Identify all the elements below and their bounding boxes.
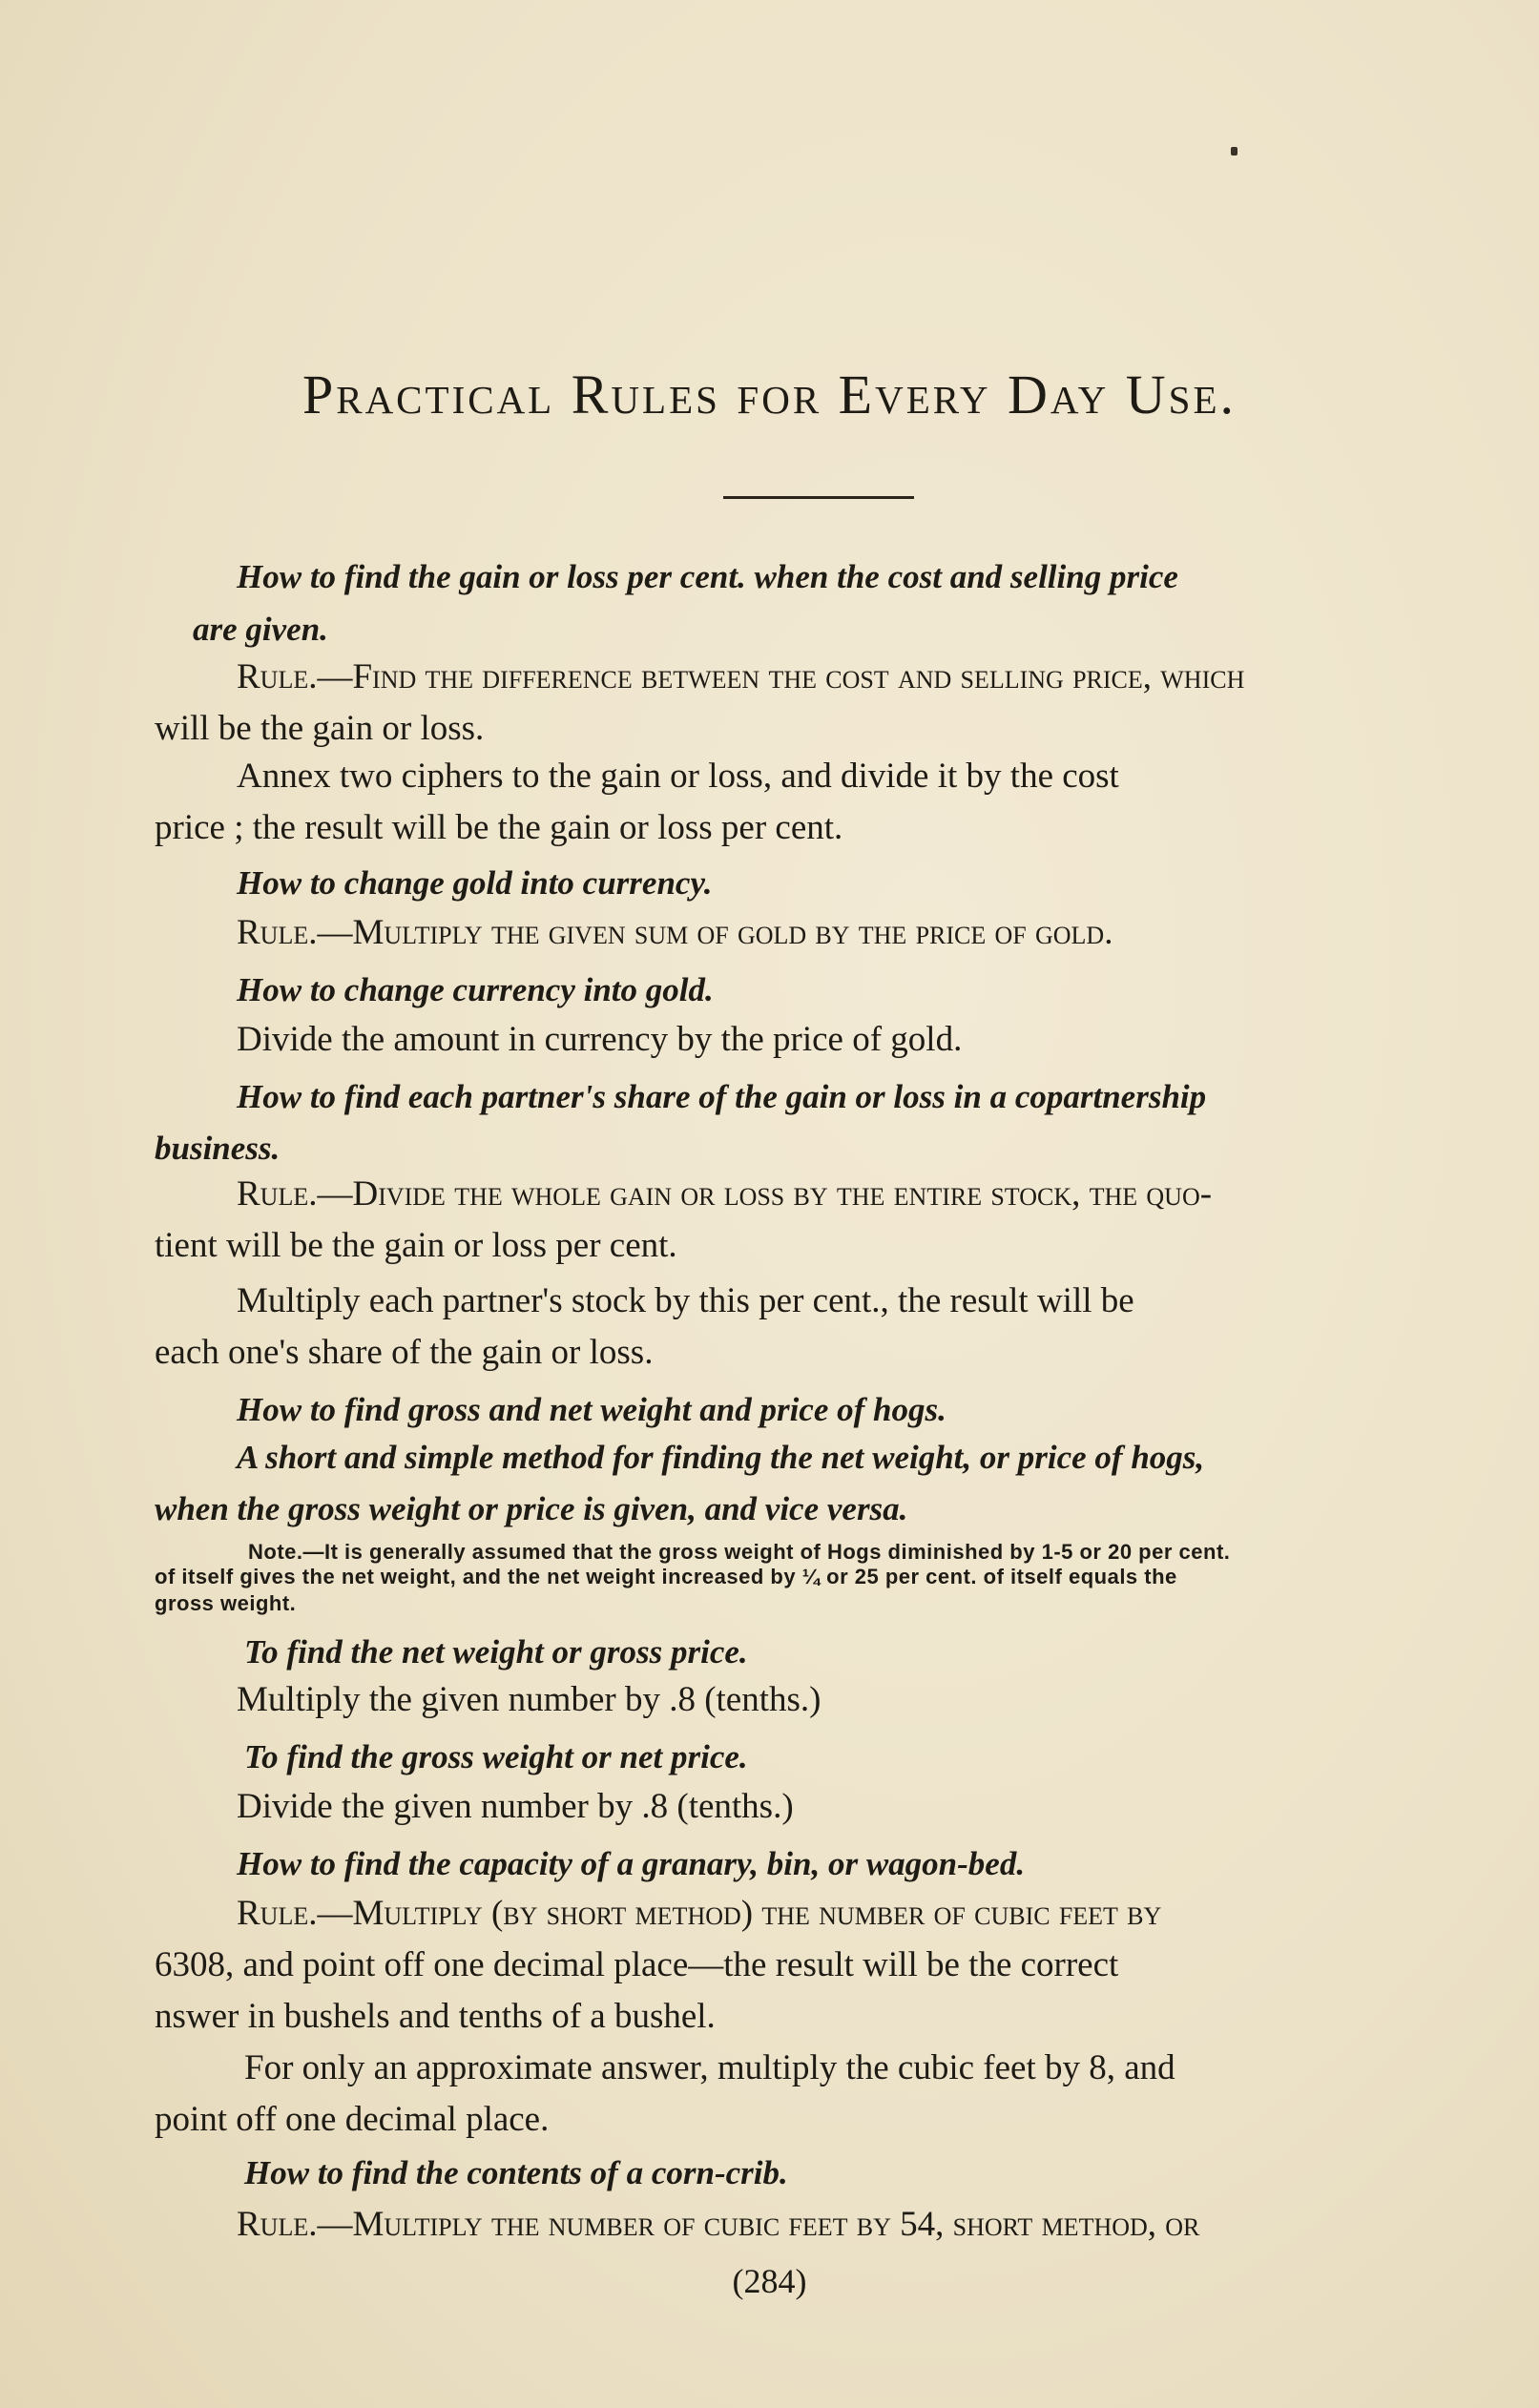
body-text: nswer in bushels and tenths of a bushel. bbox=[155, 1997, 716, 2036]
rule-text: Rule.—Find the difference between the cost and selling price, which bbox=[237, 657, 1245, 696]
note-text: gross weight. bbox=[155, 1591, 297, 1615]
rule-text: Rule.—Multiply the given sum of gold by the price of gold. bbox=[237, 913, 1113, 952]
body-text: 6308, and point off one decimal place—the result will be the correct bbox=[155, 1945, 1119, 1984]
heading-granary-capacity: How to find the capacity of a granary, bin, or wagon-bed. bbox=[237, 1845, 1026, 1882]
page-number: (284) bbox=[732, 2262, 807, 2300]
heading-hogs: How to find gross and net weight and price of hogs. bbox=[237, 1391, 946, 1428]
rule-text: Rule.—Divide the whole gain or loss by the entire stock, the quo- bbox=[237, 1174, 1213, 1214]
heading-gold-currency: How to change gold into currency. bbox=[237, 864, 713, 902]
body-text: point off one decimal place. bbox=[155, 2100, 550, 2139]
heading-gain-loss: How to find the gain or loss per cent. when the cost and selling price bbox=[237, 558, 1178, 595]
body-text: tient will be the gain or loss per cent. bbox=[155, 1226, 677, 1265]
body-text: each one's share of the gain or loss. bbox=[155, 1333, 654, 1372]
body-text: price ; the result will be the gain or loss per cent. bbox=[155, 808, 843, 847]
heading-partner-share: How to find each partner's share of the gain or loss in a copartnership bbox=[237, 1078, 1207, 1115]
page-title: Practical Rules for Every Day Use. bbox=[302, 363, 1237, 426]
subheading-hogs-method: A short and simple method for finding the net weight, or price of hogs, bbox=[237, 1439, 1205, 1476]
body-text: Divide the given number by .8 (tenths.) bbox=[237, 1787, 794, 1826]
heading-net-weight: To find the net weight or gross price. bbox=[244, 1633, 748, 1671]
body-text: Multiply each partner's stock by this per cent., the result will be bbox=[237, 1281, 1134, 1320]
ink-speck bbox=[1231, 147, 1237, 156]
heading-gain-loss-cont: are given. bbox=[193, 611, 328, 648]
heading-corn-crib: How to find the contents of a corn-crib. bbox=[244, 2154, 788, 2191]
rule-text: Rule.—Multiply (by short method) the number of cubic feet by bbox=[237, 1894, 1162, 1933]
heading-currency-gold: How to change currency into gold. bbox=[237, 971, 714, 1008]
body-text: Divide the amount in currency by the price of gold. bbox=[237, 1020, 963, 1059]
heading-gross-weight: To find the gross weight or net price. bbox=[244, 1738, 748, 1775]
body-text: Annex two ciphers to the gain or loss, and divide it by the cost bbox=[237, 757, 1119, 796]
body-text: Multiply the given number by .8 (tenths.) bbox=[237, 1680, 821, 1719]
body-text: will be the gain or loss. bbox=[155, 709, 485, 748]
subheading-hogs-method-cont: when the gross weight or price is given, and vice versa. bbox=[155, 1490, 908, 1527]
body-text: For only an approximate answer, multiply the cubic feet by 8, and bbox=[244, 2048, 1175, 2087]
title-divider bbox=[723, 496, 914, 499]
rule-text: Rule.—Multiply the number of cubic feet by 54, short method, or bbox=[237, 2205, 1200, 2244]
heading-partner-share-cont: business. bbox=[155, 1130, 281, 1167]
note-text: Note.—It is generally assumed that the gross weight of Hogs diminished by 1-5 or 20 per cent. bbox=[248, 1540, 1231, 1564]
note-text: of itself gives the net weight, and the net weight increased by ¼ or 25 per cent. of itself equals the bbox=[155, 1565, 1177, 1588]
